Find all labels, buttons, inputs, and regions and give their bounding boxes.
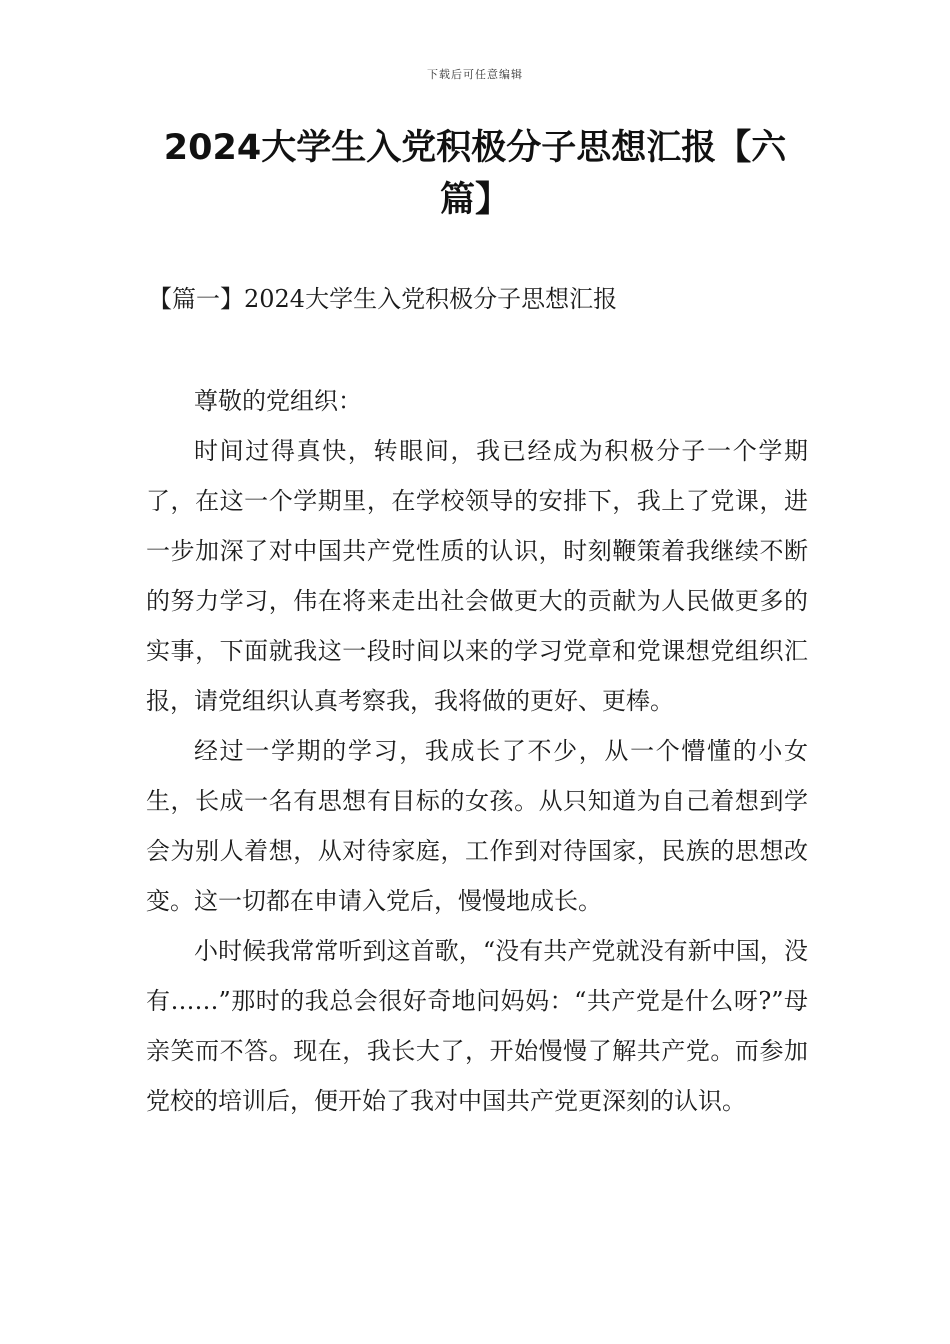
document-title: 2024大学生入党积极分子思想汇报【六篇】 (163, 128, 787, 220)
salutation: 尊敬的党组织： (194, 387, 362, 415)
body-text (146, 376, 808, 1126)
header-note: 下载后可任意编辑 (427, 68, 523, 81)
paragraph: 小时候我常常听到这首歌，“没有共产党就没有新中国，没有……”那时的我总会很好奇地问妈妈：“共产党是什么呀?”母亲笑而不答。现在，我长大了，开始慢慢了解共产党。而参加党校的培训后，便开始了我对中国共产党更深刻的认识。 (146, 937, 808, 1115)
paragraph: 时间过得真快，转眼间，我已经成为积极分子一个学期了，在这一个学期里，在学校领导的安排下，我上了党课，进一步加深了对中国共产党性质的认识，时刻鞭策着我继续不断的努力学习，伟在将来走出社会做更大的贡献为人民做更多的实事，下面就我这一段时间以来的学习党章和党课想党组织汇报，请党组织认真考察我，我将做的更好、更棒。 (146, 437, 808, 715)
paragraph: 经过一学期的学习，我成长了不少，从一个懵懂的小女生，长成一名有思想有目标的女孩。从只知道为自己着想到学会为别人着想，从对待家庭，工作到对待国家，民族的思想改变。这一切都在申请入党后，慢慢地成长。 (146, 737, 808, 915)
section-heading: 【篇一】2024大学生入党积极分子思想汇报 (148, 285, 618, 313)
